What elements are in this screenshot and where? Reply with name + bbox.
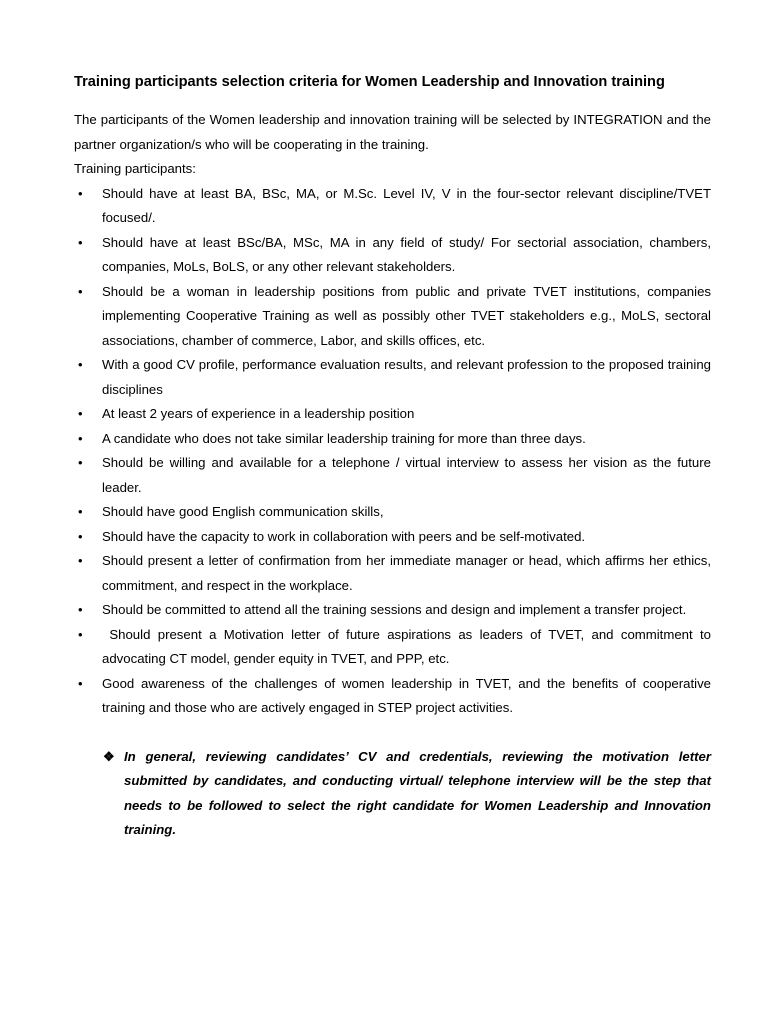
criteria-text: Should present a letter of confirmation from her immediate manager or head, which affirms her ethics, commitment, and respect in the workplace. <box>102 553 711 593</box>
summary-text: In general, reviewing candidates’ CV and credentials, reviewing the motivation letter submitted by candidates, and conducting virtual/ telephone interview will be the step that needs to be followed to select the right candidate for Women Leadership and Innovation training. <box>124 748 711 837</box>
criteria-text: Should have the capacity to work in collaboration with peers and be self-motivated. <box>102 528 586 544</box>
criteria-text: Should have at least BA, BSc, MA, or M.Sc. Level IV, V in the four-sector relevant discipline/TVET focused/. <box>102 185 711 225</box>
criteria-item <box>74 623 715 672</box>
criteria-item <box>74 280 711 354</box>
summary-note <box>74 745 711 843</box>
criteria-text: Should have good English communication skills, <box>102 504 384 519</box>
criteria-item <box>74 231 711 280</box>
bullet-icon: • <box>78 283 83 299</box>
criteria-text: A candidate who does not take similar leadership training for more than three days. <box>102 430 586 446</box>
criteria-item <box>74 451 711 500</box>
criteria-text: Should have at least BSc/BA, MSc, MA in any field of study/ For sectorial association, chambers, companies, MoLs, BoLS, or any other relevant stakeholders. <box>102 234 711 274</box>
bullet-icon: • <box>78 602 83 617</box>
bullet-icon: • <box>78 553 83 568</box>
criteria-text: Should be a woman in leadership positions from public and private TVET institutions, companies implementing Cooperative Training as well as possibly other TVET stakeholders e.g., MoLS, sectoral associations, chamber of commerce, Labor, and skills offices, etc. <box>102 283 711 348</box>
bullet-icon: • <box>78 234 83 250</box>
document-title: Training participants selection criteria for Women Leadership and Innovation training <box>74 74 665 90</box>
bullet-icon: • <box>78 675 83 691</box>
bullet-icon: • <box>78 455 83 470</box>
participants-label: Training participants: <box>74 161 196 176</box>
intro-paragraph: The participants of the Women leadership and innovation training will be selected by INTEGRATION and the partner organization/s who will be cooperating in the training. <box>74 112 711 152</box>
criteria-text: Should present a Motivation letter of future aspirations as leaders of TVET, and commitment to advocating CT model, gender equity in TVET, and PPP, etc. <box>102 626 715 666</box>
criteria-list <box>74 182 715 721</box>
bullet-icon: • <box>78 528 83 544</box>
criteria-item <box>74 402 711 427</box>
criteria-item <box>74 549 711 598</box>
criteria-item <box>74 598 711 623</box>
criteria-item <box>74 182 711 231</box>
criteria-text: Should be willing and available for a telephone / virtual interview to assess her vision as the future leader. <box>102 455 711 495</box>
bullet-icon: • <box>78 185 83 201</box>
criteria-item <box>74 353 711 402</box>
criteria-item <box>74 672 711 721</box>
document-page <box>74 72 715 843</box>
criteria-text: With a good CV profile, performance evaluation results, and relevant profession to the proposed training disciplines <box>102 357 711 397</box>
diamond-bullet-icon: ❖ <box>103 748 115 764</box>
bullet-icon: • <box>78 430 83 446</box>
bullet-icon: • <box>78 357 83 372</box>
criteria-item <box>74 427 711 452</box>
criteria-text: At least 2 years of experience in a leadership position <box>102 406 415 421</box>
criteria-text: Should be committed to attend all the training sessions and design and implement a transfer project. <box>102 602 687 617</box>
criteria-item <box>74 525 711 550</box>
bullet-icon: • <box>78 406 83 421</box>
criteria-item <box>74 500 711 525</box>
bullet-icon: • <box>78 504 83 519</box>
bullet-icon: • <box>78 626 83 642</box>
criteria-text: Good awareness of the challenges of women leadership in TVET, and the benefits of cooperative training and those who are actively engaged in STEP project activities. <box>102 675 711 715</box>
